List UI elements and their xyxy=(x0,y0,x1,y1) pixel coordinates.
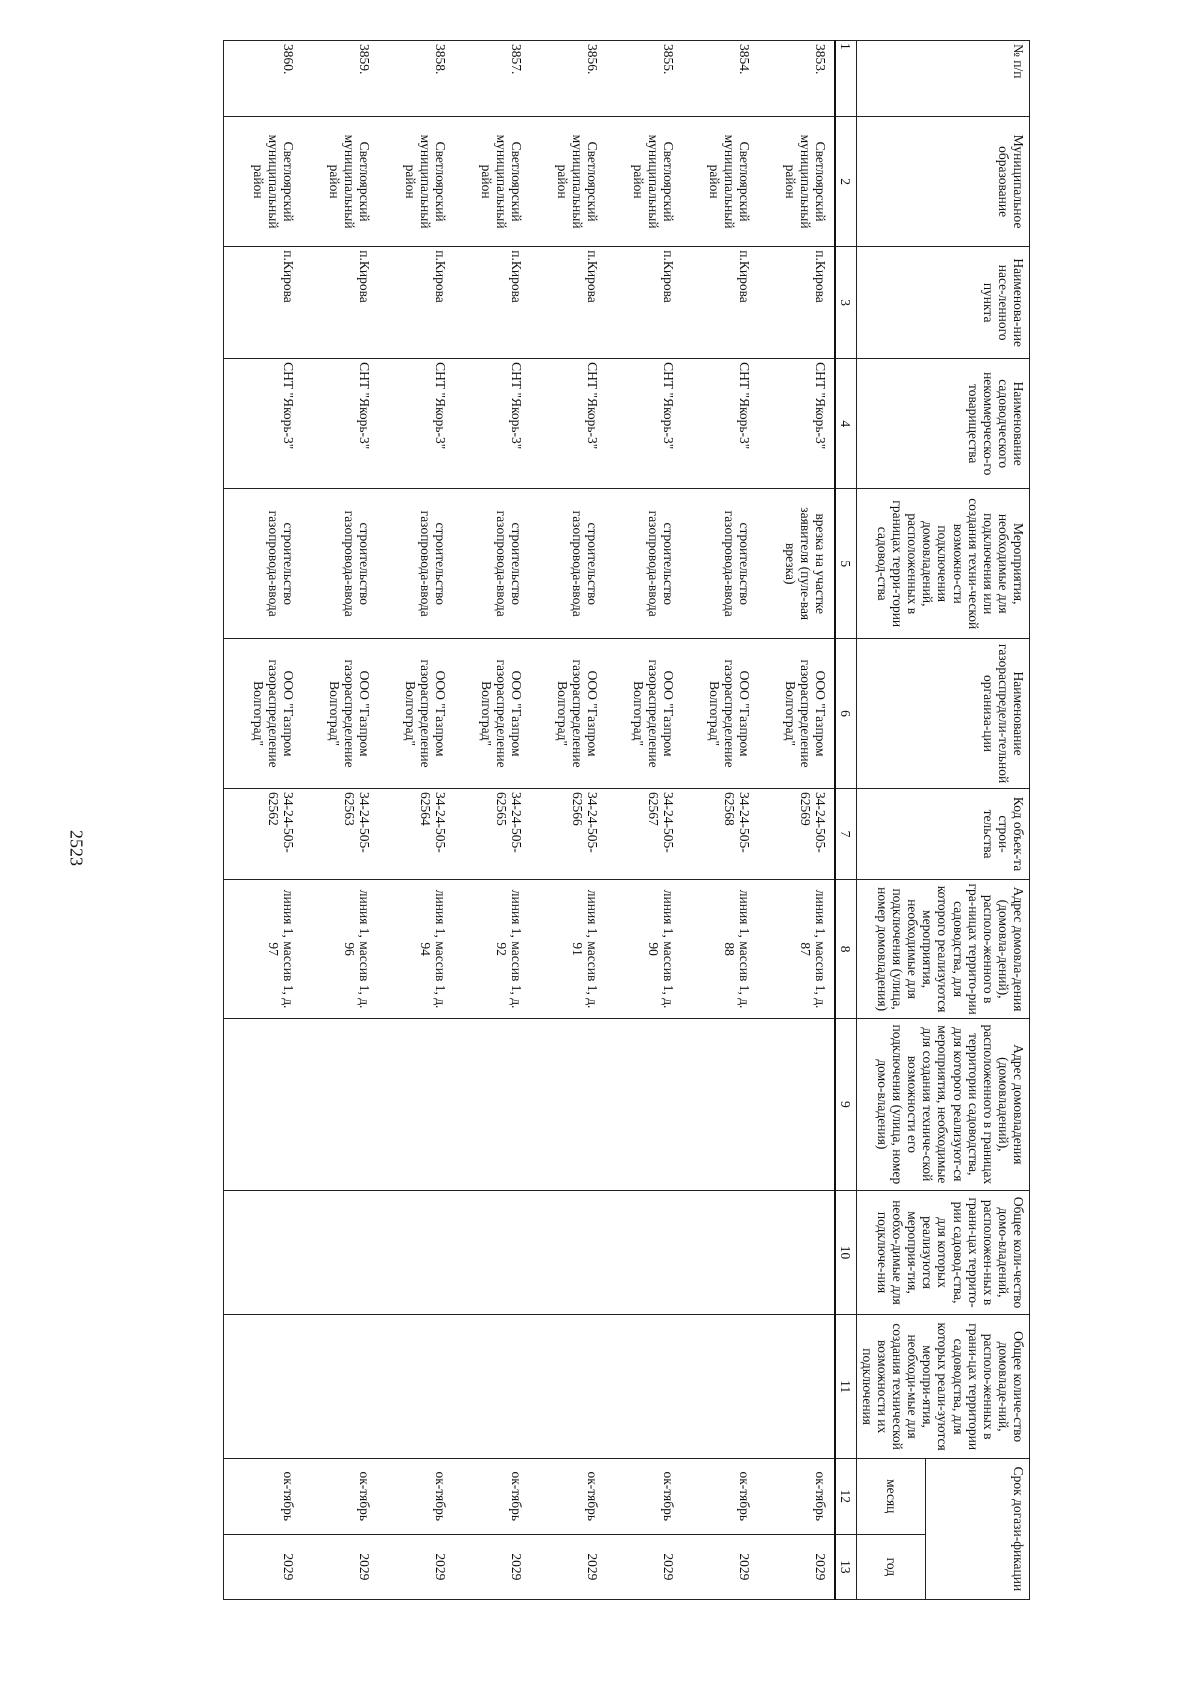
partnership-cell: СНТ "Якорь-3" xyxy=(452,359,528,489)
table-row xyxy=(300,41,376,1600)
measure-cell: строительство газопровода-ввода xyxy=(528,489,604,639)
object-code-cell: 34-24-505-62567 xyxy=(604,788,680,879)
partnership-cell: СНТ "Якорь-3" xyxy=(604,359,680,489)
month-cell: ок-тябрь xyxy=(223,1458,300,1534)
table-row xyxy=(528,41,604,1600)
table-row xyxy=(604,41,680,1600)
municipality-cell: Светлоярский муниципальный район xyxy=(452,116,528,246)
header-municipality: Муниципальное образование xyxy=(856,116,1029,246)
settlement-cell: п.Кирова xyxy=(223,247,300,359)
table-row xyxy=(452,41,528,1600)
table-row xyxy=(223,41,300,1600)
column-number: 11 xyxy=(835,1315,857,1458)
settlement-cell: п.Кирова xyxy=(528,247,604,359)
month-cell: ок-тябрь xyxy=(300,1458,376,1534)
year-cell: 2029 xyxy=(528,1534,604,1599)
gas-organization-cell: ООО "Газпром газораспределение Волгоград" xyxy=(528,639,604,789)
row-number: 3854. xyxy=(680,41,756,117)
header-object-code: Код объек-та строи-тельства xyxy=(856,788,1029,879)
header-num: № п/п xyxy=(856,41,1029,117)
header-address-connection: Адрес домовла-дения (домовла-дений), располо-женного в гра-ницах террито-рии садоводства, для которого реализуются мероприятия, необходимые для подключения (улица, номер домовладения) xyxy=(856,880,1029,1019)
row-number: 3858. xyxy=(376,41,452,117)
month-cell: ок-тябрь xyxy=(604,1458,680,1534)
settlement-cell: п.Кирова xyxy=(680,247,756,359)
measure-cell: врезка на участке заявителя (пуле-вая врезка) xyxy=(756,489,835,639)
page-number: 2523 xyxy=(66,830,87,866)
header-settlement: Наименова-ние насе-ленного пункта xyxy=(856,247,1029,359)
count-technical-cell xyxy=(604,1315,680,1458)
count-connection-cell xyxy=(756,1190,835,1315)
address-technical-cell xyxy=(300,1019,376,1191)
header-gas-organization: Наименование газораспредели-тельной организа-ции xyxy=(856,639,1029,789)
measure-cell: строительство газопровода-ввода xyxy=(604,489,680,639)
gas-organization-cell: ООО "Газпром газораспределение Волгоград" xyxy=(223,639,300,789)
address-connection-cell: линия 1, массив 1, д. 91 xyxy=(528,880,604,1019)
gas-organization-cell: ООО "Газпром газораспределение Волгоград" xyxy=(756,639,835,789)
count-technical-cell xyxy=(452,1315,528,1458)
gas-organization-cell: ООО "Газпром газораспределение Волгоград" xyxy=(452,639,528,789)
column-number: 1 xyxy=(835,41,857,117)
object-code-cell: 34-24-505-62563 xyxy=(300,788,376,879)
municipality-cell: Светлоярский муниципальный район xyxy=(604,116,680,246)
header-measures: Мероприятия, необходимые для подключения или создания техни-ческой возможно-сти подключения домовладений, расположенных в границах терри-тории садовод-ства xyxy=(856,489,1029,639)
year-cell: 2029 xyxy=(376,1534,452,1599)
address-technical-cell xyxy=(376,1019,452,1191)
address-technical-cell xyxy=(223,1019,300,1191)
month-cell: ок-тябрь xyxy=(680,1458,756,1534)
municipality-cell: Светлоярский муниципальный район xyxy=(528,116,604,246)
object-code-cell: 34-24-505-62562 xyxy=(223,788,300,879)
header-month: месяц xyxy=(856,1458,926,1534)
partnership-cell: СНТ "Якорь-3" xyxy=(376,359,452,489)
count-technical-cell xyxy=(223,1315,300,1458)
municipality-cell: Светлоярский муниципальный район xyxy=(376,116,452,246)
gas-organization-cell: ООО "Газпром газораспределение Волгоград" xyxy=(680,639,756,789)
address-connection-cell: линия 1, массив 1, д. 87 xyxy=(756,880,835,1019)
row-number: 3860. xyxy=(223,41,300,117)
column-number: 13 xyxy=(835,1534,857,1599)
address-connection-cell: линия 1, массив 1, д. 94 xyxy=(376,880,452,1019)
register-sheet xyxy=(130,40,1030,1600)
table-row xyxy=(376,41,452,1600)
count-technical-cell xyxy=(528,1315,604,1458)
measure-cell: строительство газопровода-ввода xyxy=(223,489,300,639)
month-cell: ок-тябрь xyxy=(376,1458,452,1534)
header-row xyxy=(926,41,1030,1600)
column-number: 2 xyxy=(835,116,857,246)
address-connection-cell: линия 1, массив 1, д. 96 xyxy=(300,880,376,1019)
object-code-cell: 34-24-505-62564 xyxy=(376,788,452,879)
count-connection-cell xyxy=(376,1190,452,1315)
address-technical-cell xyxy=(452,1019,528,1191)
column-number: 3 xyxy=(835,247,857,359)
address-technical-cell xyxy=(756,1019,835,1191)
header-deadline: Срок догази-фикации xyxy=(926,1458,1030,1599)
header-address-technical: Адрес домовладения (домовладений), расположенного в границах территории садоводства, для которого реализуют-ся мероприятия, необходимые для создания техниче-ской возможности его подключения (улица, номер домо-владения) xyxy=(856,1019,1029,1191)
measure-cell: строительство газопровода-ввода xyxy=(680,489,756,639)
month-cell: ок-тябрь xyxy=(756,1458,835,1534)
count-connection-cell xyxy=(223,1190,300,1315)
header-partnership: Наименование садоводческого некоммерческо-го товарищества xyxy=(856,359,1029,489)
header-count-technical: Общее количе-ство домовладе-ний, располо-женных в грани-цах территории садоводства, для которых реали-зуются меропри-ятия, необходи-мые для создания технической возможности их подключения xyxy=(856,1315,1029,1458)
column-number: 10 xyxy=(835,1190,857,1315)
partnership-cell: СНТ "Якорь-3" xyxy=(680,359,756,489)
partnership-cell: СНТ "Якорь-3" xyxy=(300,359,376,489)
year-cell: 2029 xyxy=(223,1534,300,1599)
measure-cell: строительство газопровода-ввода xyxy=(300,489,376,639)
address-technical-cell xyxy=(604,1019,680,1191)
header-year: год xyxy=(856,1534,926,1599)
address-technical-cell xyxy=(528,1019,604,1191)
count-technical-cell xyxy=(680,1315,756,1458)
measure-cell: строительство газопровода-ввода xyxy=(376,489,452,639)
partnership-cell: СНТ "Якорь-3" xyxy=(528,359,604,489)
column-number: 9 xyxy=(835,1019,857,1191)
municipality-cell: Светлоярский муниципальный район xyxy=(223,116,300,246)
year-cell: 2029 xyxy=(680,1534,756,1599)
count-technical-cell xyxy=(300,1315,376,1458)
column-number: 4 xyxy=(835,359,857,489)
address-technical-cell xyxy=(680,1019,756,1191)
municipality-cell: Светлоярский муниципальный район xyxy=(756,116,835,246)
column-number: 8 xyxy=(835,880,857,1019)
municipality-cell: Светлоярский муниципальный район xyxy=(680,116,756,246)
object-code-cell: 34-24-505-62568 xyxy=(680,788,756,879)
partnership-cell: СНТ "Якорь-3" xyxy=(223,359,300,489)
month-cell: ок-тябрь xyxy=(528,1458,604,1534)
year-cell: 2029 xyxy=(300,1534,376,1599)
count-technical-cell xyxy=(376,1315,452,1458)
settlement-cell: п.Кирова xyxy=(300,247,376,359)
object-code-cell: 34-24-505-62566 xyxy=(528,788,604,879)
year-cell: 2029 xyxy=(452,1534,528,1599)
month-cell: ок-тябрь xyxy=(452,1458,528,1534)
column-number: 12 xyxy=(835,1458,857,1534)
object-code-cell: 34-24-505-62565 xyxy=(452,788,528,879)
row-number: 3855. xyxy=(604,41,680,117)
header-count-connection: Общее коли-чество домо-владений, расположен-ных в грани-цах террито-рии садовод-ства, для которых реализуются мероприя-тия, необхо-димые для подключе-ния xyxy=(856,1190,1029,1315)
count-connection-cell xyxy=(680,1190,756,1315)
count-connection-cell xyxy=(300,1190,376,1315)
gas-organization-cell: ООО "Газпром газораспределение Волгоград" xyxy=(604,639,680,789)
column-number-row xyxy=(835,41,857,1600)
partnership-cell: СНТ "Якорь-3" xyxy=(756,359,835,489)
column-number: 5 xyxy=(835,489,857,639)
count-connection-cell xyxy=(604,1190,680,1315)
gasification-register-table xyxy=(223,40,1030,1600)
count-connection-cell xyxy=(452,1190,528,1315)
year-cell: 2029 xyxy=(604,1534,680,1599)
column-number: 7 xyxy=(835,788,857,879)
column-number: 6 xyxy=(835,639,857,789)
gas-organization-cell: ООО "Газпром газораспределение Волгоград" xyxy=(376,639,452,789)
measure-cell: строительство газопровода-ввода xyxy=(452,489,528,639)
address-connection-cell: линия 1, массив 1, д. 92 xyxy=(452,880,528,1019)
object-code-cell: 34-24-505-62569 xyxy=(756,788,835,879)
count-technical-cell xyxy=(756,1315,835,1458)
address-connection-cell: линия 1, массив 1, д. 97 xyxy=(223,880,300,1019)
settlement-cell: п.Кирова xyxy=(756,247,835,359)
address-connection-cell: линия 1, массив 1, д. 90 xyxy=(604,880,680,1019)
row-number: 3853. xyxy=(756,41,835,117)
settlement-cell: п.Кирова xyxy=(604,247,680,359)
count-connection-cell xyxy=(528,1190,604,1315)
settlement-cell: п.Кирова xyxy=(376,247,452,359)
gas-organization-cell: ООО "Газпром газораспределение Волгоград" xyxy=(300,639,376,789)
municipality-cell: Светлоярский муниципальный район xyxy=(300,116,376,246)
row-number: 3857. xyxy=(452,41,528,117)
settlement-cell: п.Кирова xyxy=(452,247,528,359)
table-row xyxy=(680,41,756,1600)
address-connection-cell: линия 1, массив 1, д. 88 xyxy=(680,880,756,1019)
row-number: 3856. xyxy=(528,41,604,117)
row-number: 3859. xyxy=(300,41,376,117)
table-row xyxy=(756,41,835,1600)
year-cell: 2029 xyxy=(756,1534,835,1599)
